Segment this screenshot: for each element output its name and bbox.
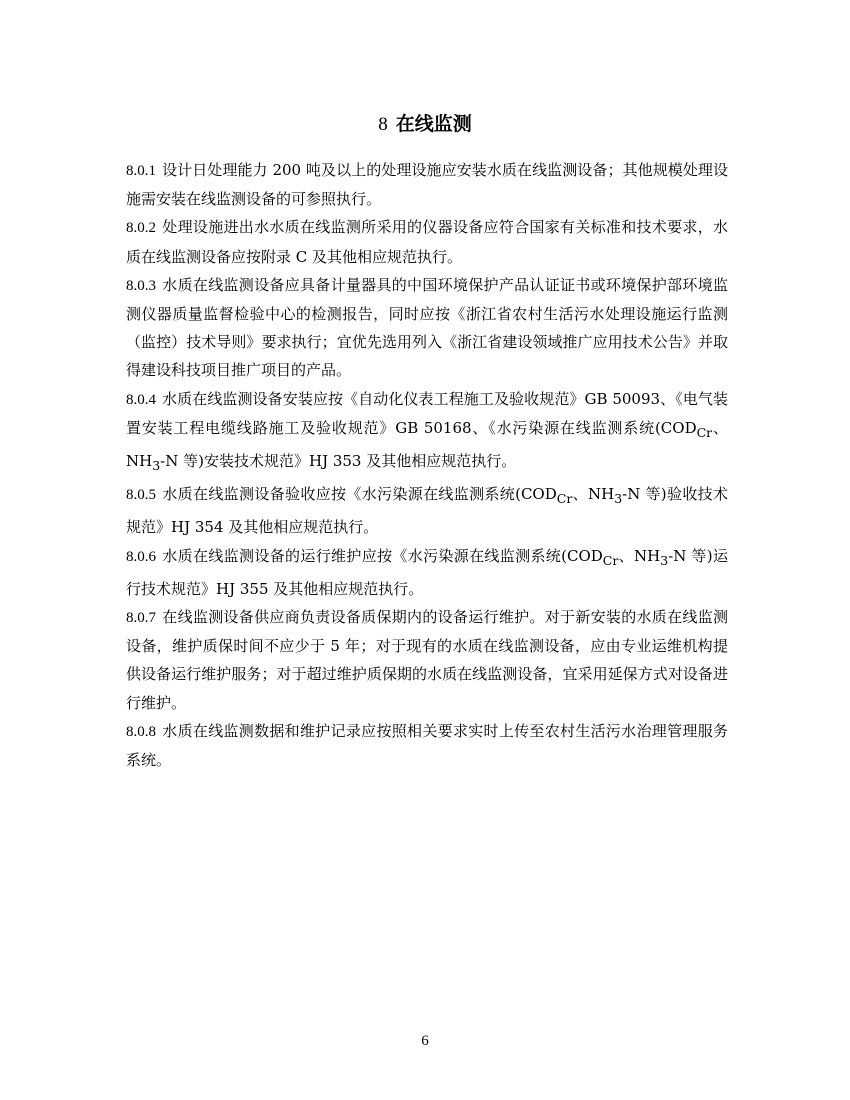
paragraph-8-0-6 — [126, 542, 728, 603]
paragraph-text: 水质在线监测设备验收应按《水污染源在线监测系统(COD — [162, 485, 557, 504]
paragraph-number: 8.0.8 — [126, 723, 156, 740]
paragraph-8-0-7 — [126, 603, 728, 717]
paragraph-text: 水质在线监测设备的运行维护应按《水污染源在线监测系统(COD — [162, 546, 603, 565]
paragraph-text: 设计日处理能力 200 吨及以上的处理设施应安装水质在线监测设备；其他规模处理设施需安装在线监测设备的可参照执行。 — [126, 161, 728, 209]
paragraph-8-0-5 — [126, 480, 728, 541]
paragraph-text: 水质在线监测数据和维护记录应按照相关要求实时上传至农村生活污水治理管理服务系统。 — [126, 721, 728, 770]
paragraph-text: 处理设施进出水水质在线监测所采用的仪器设备应符合国家有关标准和技术要求，水质在线监测设备应按附录 C 及其他相应规范执行。 — [126, 218, 728, 266]
paragraph-number: 8.0.6 — [126, 548, 156, 565]
paragraph-number: 8.0.1 — [126, 163, 156, 179]
subscript-cr: Cr — [696, 424, 713, 440]
paragraph-number: 8.0.4 — [126, 391, 156, 408]
subscript-3: 3 — [614, 491, 623, 507]
subscript-cr: Cr — [602, 552, 619, 568]
paragraph-8-0-4 — [126, 385, 728, 481]
paragraph-text: -N 等)安装技术规范》HJ 353 及其他相应规范执行。 — [160, 452, 517, 471]
page-number: 6 — [421, 1033, 429, 1049]
paragraph-number: 8.0.5 — [126, 487, 156, 504]
paragraph-text: 、NH — [126, 418, 728, 471]
paragraph-text: 水质在线监测设备安装应按《自动化仪表工程施工及验收规范》GB 50093、《电气装置安装工程电缆线路施工及验收规范》GB 50168、《水污染源在线监测系统(COD — [126, 389, 728, 437]
paragraph-number: 8.0.7 — [126, 610, 156, 627]
paragraph-text: 、NH — [618, 546, 661, 565]
paragraph-text: 在线监测设备供应商负责设备质保期内的设备运行维护。对于新安装的水质在线监测设备，维护质保时间不应少于 5 年；对于现有的水质在线监测设备，应由专业运维机构提供设备运行维护服务；对于超过维护质保期的水质在线监测设备，宜采用延保方式对设备进行维护。 — [126, 608, 728, 712]
subscript-cr: Cr — [556, 491, 573, 507]
paragraph-8-0-1 — [126, 156, 728, 213]
chapter-heading — [0, 110, 850, 139]
subscript-3: 3 — [152, 458, 161, 474]
document-body — [126, 156, 728, 774]
paragraph-8-0-8 — [126, 717, 728, 774]
subscript-3: 3 — [660, 552, 669, 568]
chapter-title: 在线监测 — [395, 113, 472, 135]
paragraph-8-0-3 — [126, 271, 728, 385]
paragraph-text: 、NH — [572, 485, 615, 504]
paragraph-number: 8.0.3 — [126, 277, 156, 294]
paragraph-number: 8.0.2 — [126, 220, 156, 237]
chapter-number: 8 — [378, 114, 388, 135]
paragraph-8-0-2 — [126, 213, 728, 270]
paragraph-text: -N 等)验收技术规范》HJ 354 及其他相应规范执行。 — [126, 485, 728, 537]
paragraph-text: -N 等)运行技术规范》HJ 355 及其他相应规范执行。 — [126, 546, 728, 598]
paragraph-text: 水质在线监测设备应具备计量器具的中国环境保护产品认证证书或环境保护部环境监测仪器质量监督检验中心的检测报告，同时应按《浙江省农村生活污水处理设施运行监测（监控）技术导则》要求执行；宜优先选用列入《浙江省建设领域推广应用技术公告》并取得建设科技项目推广项目的产品。 — [126, 275, 728, 380]
